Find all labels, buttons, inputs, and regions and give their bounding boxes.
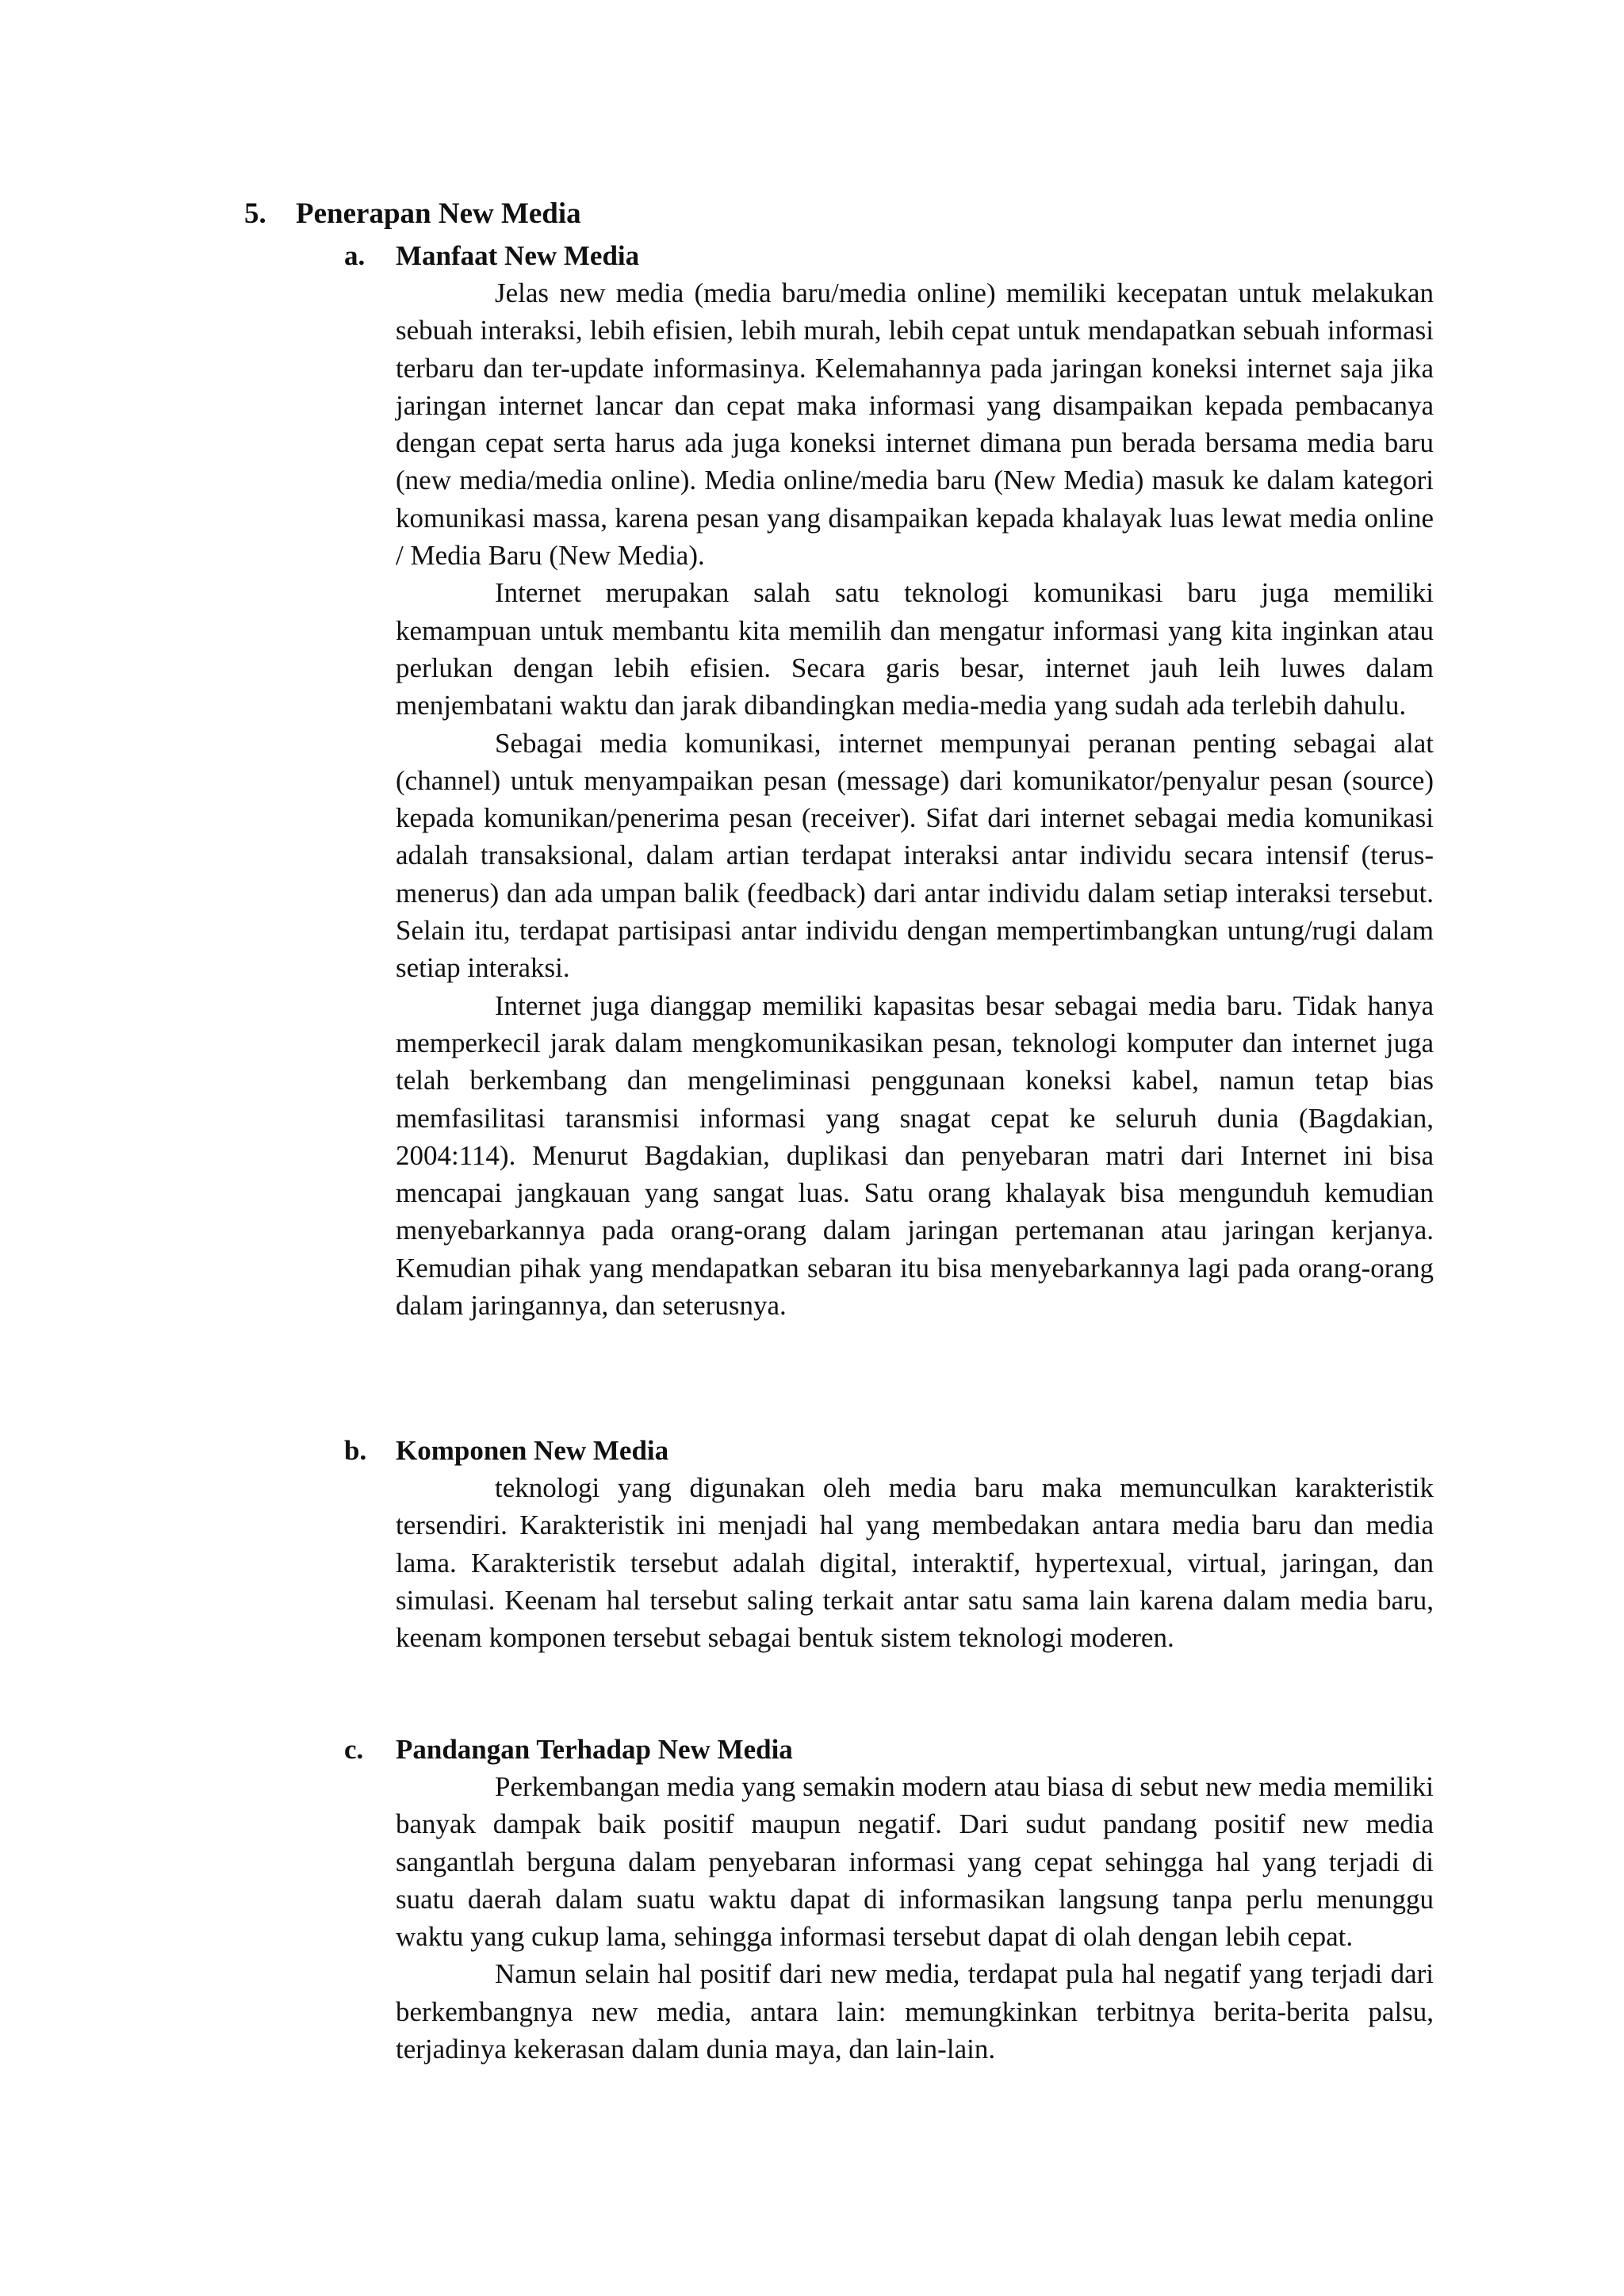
subsection-body-b xyxy=(396,1469,1434,1656)
paragraph: Sebagai media komunikasi, internet mempunyai peranan penting sebagai alat (channel) untuk menyampaikan pesan (message) dari komunikator/penyalur pesan (source) kepada komunikan/penerima pesan (receiver). Sifat dari internet sebagai media komunikasi adalah transaksional, dalam artian terdapat interaksi antar individu secara intensif (terus-menerus) dan ada umpan balik (feedback) dari antar individu dalam setiap interaksi tersebut. Selain itu, terdapat partisipasi antar individu dengan mempertimbangkan untung/rugi dalam setiap interaksi. xyxy=(396,727,1434,984)
section-number: 5. xyxy=(244,197,266,230)
subsection-body-a xyxy=(396,274,1434,1324)
paragraph: teknologi yang digunakan oleh media baru maka memunculkan karakteristik tersendiri. Karakteristik ini menjadi hal yang membedakan antara media baru dan media lama. Karakteristik tersebut adalah digital, interaktif, hypertexual, virtual, jaringan, dan simulasi. Keenam hal tersebut saling terkait antar satu sama lain karena dalam media baru, keenam komponen tersebut sebagai bentuk sistem teknologi moderen. xyxy=(396,1472,1434,1654)
paragraph: Perkembangan media yang semakin modern atau biasa di sebut new media memiliki banyak dampak baik positif maupun negatif. Dari sudut pandang positif new media sangantlah berguna dalam penyebaran informasi yang cepat sehingga hal yang terjadi di suatu daerah dalam suatu waktu dapat di informasikan langsung tanpa perlu menunggu waktu yang cukup lama, sehingga informasi tersebut dapat di olah dengan lebih cepat. xyxy=(396,1771,1434,1953)
paragraph: Internet merupakan salah satu teknologi komunikasi baru juga memiliki kemampuan untuk membantu kita memilih dan mengatur informasi yang kita inginkan atau perlukan dengan lebih efisien. Secara garis besar, internet jauh leih luwes dalam menjembatani waktu dan jarak dibandingkan media-media yang sudah ada terlebih dahulu. xyxy=(396,577,1434,721)
paragraph: Internet juga dianggap memiliki kapasitas besar sebagai media baru. Tidak hanya memperkecil jarak dalam mengkomunikasikan pesan, teknologi komputer dan internet juga telah berkembang dan mengeliminasi penggunaan koneksi kabel, namun tetap bias memfasilitasi taransmisi informasi yang snagat cepat ke seluruh dunia (Bagdakian, 2004:114). Menurut Bagdakian, duplikasi dan penyebaran matri dari Internet ini bisa mencapai jangkauan yang sangat luas. Satu orang khalayak bisa mengunduh kemudian menyebarkannya pada orang-orang dalam jaringan pertemanan atau jaringan kerjanya. Kemudian pihak yang mendapatkan sebaran itu bisa menyebarkannya lagi pada orang-orang dalam jaringannya, dan seterusnya. xyxy=(396,989,1434,1322)
subsection-letter: b. xyxy=(344,1435,367,1466)
subsection-title: Pandangan Terhadap New Media xyxy=(396,1734,793,1765)
subsection-title: Komponen New Media xyxy=(396,1435,669,1466)
paragraph: Namun selain hal positif dari new media, terdapat pula hal negatif yang terjadi dari berkembangnya new media, antara lain: memungkinkan terbitnya berita-berita palsu, terjadinya kekerasan dalam dunia maya, dan lain-lain. xyxy=(396,1958,1434,2065)
subsection-letter: a. xyxy=(344,240,366,271)
paragraph: Jelas new media (media baru/media online) memiliki kecepatan untuk melakukan sebuah interaksi, lebih efisien, lebih murah, lebih cepat untuk mendapatkan sebuah informasi terbaru dan ter-update informasinya. Kelemahannya pada jaringan koneksi internet saja jika jaringan internet lancar dan cepat maka informasi yang disampaikan kepada pembacanya dengan cepat serta harus ada juga koneksi internet dimana pun berada bersama media baru (new media/media online). Media online/media baru (New Media) masuk ke dalam kategori komunikasi massa, karena pesan yang disampaikan kepada khalayak luas lewat media online / Media Baru (New Media). xyxy=(396,277,1434,572)
subsection-title: Manfaat New Media xyxy=(396,240,640,271)
subsection-letter: c. xyxy=(344,1734,364,1765)
section-heading xyxy=(244,195,581,233)
subsection-body-c xyxy=(396,1768,1434,2068)
section-title: Penerapan New Media xyxy=(296,197,581,230)
